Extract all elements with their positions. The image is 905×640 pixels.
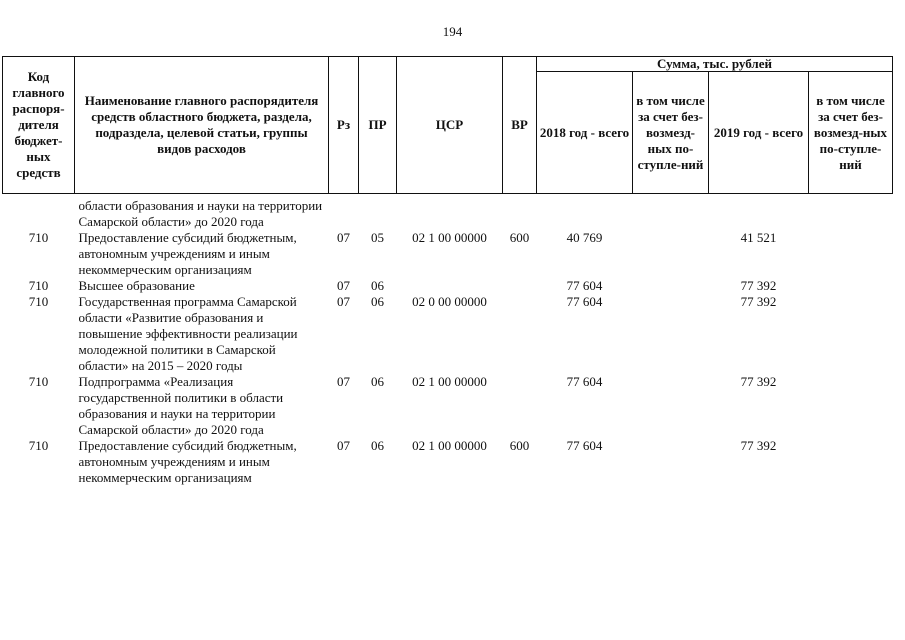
cell-2019-free — [809, 278, 893, 294]
cell-2018-total: 77 604 — [566, 294, 603, 309]
header-vr: ВР — [503, 57, 537, 194]
cell-2019-total: 41 521 — [740, 230, 777, 245]
cell-2018-free — [633, 230, 709, 278]
cell-csr: 02 1 00 00000 — [412, 230, 487, 245]
cell-2019-free — [809, 438, 893, 486]
cell-rz — [329, 194, 359, 231]
cell-code: 710 — [28, 278, 49, 293]
cell-2019-total: 77 392 — [740, 294, 777, 309]
cell-rz: 07 — [337, 278, 350, 293]
table-row — [3, 194, 893, 231]
header-name: Наименование главного распорядителя средств областного бюджета, раздела, подраздела, целевой статьи, группы видов расходов — [75, 57, 329, 194]
cell-2018-total — [537, 194, 633, 231]
header-2019-free: в том числе за счет без-возмезд-ных по-ступле-ний — [809, 72, 893, 194]
cell-2019-free — [809, 294, 893, 374]
page-number: 194 — [442, 24, 463, 39]
table-row — [3, 294, 893, 374]
cell-vr — [503, 294, 537, 374]
cell-2018-free — [633, 194, 709, 231]
cell-pr: 06 — [371, 278, 384, 293]
cell-2019-total: 77 392 — [740, 438, 777, 453]
cell-pr: 06 — [371, 294, 384, 309]
header-2019-total: 2019 год - всего — [709, 72, 809, 194]
cell-rz: 07 — [337, 230, 350, 245]
cell-pr — [359, 194, 397, 231]
cell-2019-free — [809, 194, 893, 231]
cell-code: 710 — [28, 438, 49, 453]
cell-pr: 06 — [371, 374, 384, 389]
cell-rz: 07 — [337, 374, 350, 389]
cell-code: 710 — [28, 294, 49, 309]
cell-name: Подпрограмма «Реализация государственной политики в области образования и науки на территории Самарской области» до 2020 года — [78, 374, 284, 437]
cell-2018-total: 77 604 — [566, 374, 603, 389]
cell-rz: 07 — [337, 294, 350, 309]
cell-2018-free — [633, 294, 709, 374]
cell-csr — [397, 194, 503, 231]
cell-2019-total — [709, 194, 809, 231]
cell-vr — [503, 278, 537, 294]
table-row — [3, 438, 893, 486]
cell-2018-total: 77 604 — [566, 438, 603, 453]
header-2018-total: 2018 год - всего — [537, 72, 633, 194]
cell-csr: 02 0 00 00000 — [412, 294, 487, 309]
cell-csr — [397, 278, 503, 294]
cell-code: 710 — [28, 230, 49, 245]
cell-vr: 600 — [509, 230, 530, 245]
header-code: Код главного распоря-дителя бюджет-ных средств — [3, 57, 75, 194]
table-row — [3, 374, 893, 438]
cell-csr: 02 1 00 00000 — [412, 438, 487, 453]
header-sum-group: Сумма, тыс. рублей — [537, 57, 893, 72]
cell-2019-free — [809, 230, 893, 278]
cell-pr: 06 — [371, 438, 384, 453]
cell-vr — [503, 194, 537, 231]
cell-name: Предоставление субсидий бюджетным, автономным учреждениям и иным некоммерческим организациям — [78, 438, 297, 485]
cell-code: 710 — [28, 374, 49, 389]
cell-name: Высшее образование — [78, 278, 195, 293]
cell-2018-free — [633, 278, 709, 294]
header-csr: ЦСР — [397, 57, 503, 194]
cell-2019-total: 77 392 — [740, 374, 777, 389]
cell-name: Государственная программа Самарской области «Развитие образования и повышение эффективности реализации молодежной политики в Самарской области» на 2015 – 2020 годы — [78, 294, 298, 373]
cell-2018-free — [633, 438, 709, 486]
cell-csr: 02 1 00 00000 — [412, 374, 487, 389]
cell-name: Предоставление субсидий бюджетным, автономным учреждениям и иным некоммерческим организациям — [78, 230, 297, 277]
cell-2018-total: 40 769 — [566, 230, 603, 245]
table-row — [3, 278, 893, 294]
cell-code — [3, 194, 75, 231]
cell-2019-free — [809, 374, 893, 438]
cell-vr — [503, 374, 537, 438]
cell-2018-free — [633, 374, 709, 438]
header-pr: ПР — [359, 57, 397, 194]
cell-rz: 07 — [337, 438, 350, 453]
header-2018-free: в том числе за счет без-возмезд-ных по-ступле-ний — [633, 72, 709, 194]
table-row — [3, 230, 893, 278]
header-rz: Рз — [329, 57, 359, 194]
cell-pr: 05 — [371, 230, 384, 245]
cell-2018-total: 77 604 — [566, 278, 603, 293]
cell-vr: 600 — [509, 438, 530, 453]
cell-2019-total: 77 392 — [740, 278, 777, 293]
cell-name: области образования и науки на территории Самарской области» до 2020 года — [78, 198, 323, 229]
budget-table — [2, 56, 893, 486]
